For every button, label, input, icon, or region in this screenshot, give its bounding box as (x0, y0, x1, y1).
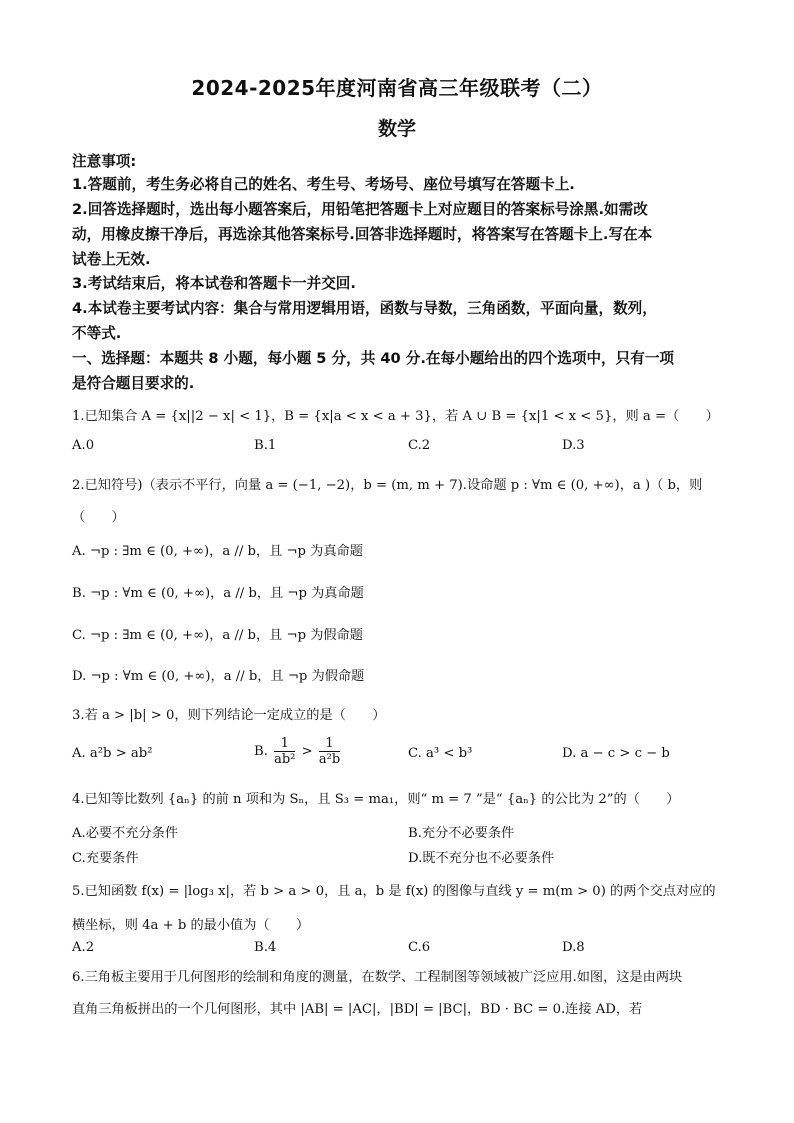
question-4-option-a: A.必要不充分条件 (72, 826, 179, 841)
fraction-one-over-a2b (319, 736, 340, 767)
question-1-option-d: D.3 (562, 438, 585, 453)
question-4-option-b: B.充分不必要条件 (408, 826, 515, 841)
question-3-option-c: C. a³ < b³ (408, 746, 473, 761)
notice-line: 2.回答选择题时，选出每小题答案后，用铅笔把答题卡上对应题目的答案标号涂黑.如需改 (72, 201, 648, 218)
question-2-option-d: D. ¬p : ∀m ∈ (0, +∞)，a // b，且 ¬p 为假命题 (72, 669, 365, 684)
question-4-option-d: D.既不充分也不必要条件 (408, 851, 555, 866)
question-4-option-c: C.充要条件 (72, 851, 139, 866)
question-5-option-b: B.4 (254, 940, 277, 955)
question-6-stem: 6.三角板主要用于几何图形的绘制和角度的测量，在数学、工程制图等领域被广泛应用.如图，这是由两块 (72, 970, 683, 985)
question-5-option-c: C.6 (408, 940, 431, 955)
notice-line: 动，用橡皮擦干净后，再选涂其他答案标号.回答非选择题时，将答案写在答题卡上.写在本 (72, 226, 653, 243)
option-b-label: B. (254, 744, 268, 759)
question-1-option-c: C.2 (408, 438, 431, 453)
question-3-option-b (254, 736, 342, 767)
subject-title: 数学 (377, 118, 416, 140)
question-2-option-a: A. ¬p : ∃m ∈ (0, +∞)，a // b，且 ¬p 为真命题 (72, 544, 363, 559)
notice-line: 1.答题前，考生务必将自己的姓名、考生号、考场号、座位号填写在答题卡上. (72, 176, 575, 193)
greater-than-sign: > (301, 744, 313, 759)
question-5-option-d: D.8 (562, 940, 585, 955)
question-3-stem: 3.若 a > |b| > 0，则下列结论一定成立的是（ ） (72, 708, 386, 723)
question-6-stem-cont: 直角三角板拼出的一个几何图形，其中 |AB| = |AC|，|BD| = |BC|，BD · BC = 0.连接 AD，若 (72, 1002, 643, 1017)
question-1-option-b: B.1 (254, 438, 277, 453)
notice-line: 4.本试卷主要考试内容：集合与常用逻辑用语，函数与导数，三角函数，平面向量，数列， (72, 300, 657, 317)
question-3-option-a: A. a²b > ab² (72, 746, 153, 761)
question-3-option-d: D. a − c > c − b (562, 746, 670, 761)
notice-line: 3.考试结束后，将本试卷和答题卡一并交回. (72, 275, 356, 292)
exam-title: 2024-2025年度河南省高三年级联考（二） (191, 76, 603, 100)
fraction-numerator: 1 (274, 736, 295, 752)
section-heading: 一、选择题：本题共 8 小题，每小题 5 分，共 40 分.在每小题给出的四个选项中，只有一项 (72, 350, 675, 367)
fraction-numerator: 1 (319, 736, 340, 752)
notice-line: 不等式. (72, 325, 122, 342)
notice-line: 试卷上无效. (72, 251, 151, 268)
fraction-one-over-ab2 (274, 736, 295, 767)
fraction-denominator: ab² (274, 752, 296, 767)
section-heading-cont: 是符合题目要求的. (72, 375, 195, 392)
notice-heading: 注意事项: (72, 153, 137, 170)
question-2-stem-cont: （ ） (72, 510, 125, 525)
question-2-option-c: C. ¬p : ∃m ∈ (0, +∞)，a // b，且 ¬p 为假命题 (72, 628, 363, 643)
question-1-option-a: A.0 (72, 438, 95, 453)
question-5-stem-cont: 横坐标，则 4a + b 的最小值为（ ） (72, 918, 310, 933)
question-5-option-a: A.2 (72, 940, 95, 955)
question-2-option-b: B. ¬p : ∀m ∈ (0, +∞)，a // b，且 ¬p 为真命题 (72, 586, 364, 601)
question-4-stem: 4.已知等比数列 {aₙ} 的前 n 项和为 Sₙ，且 S₃ = ma₁，则“ m = 7 ”是“ {aₙ} 的公比为 2”的（ ） (72, 792, 680, 807)
question-2-stem: 2.已知符号)（表示不平行，向量 a = (−1, −2)，b = (m, m + 7).设命题 p : ∀m ∈ (0, +∞)，a )（ b，则 (72, 478, 703, 493)
question-1-stem: 1.已知集合 A = {x||2 − x| < 1}，B = {x|a < x < a + 3}，若 A ∪ B = {x|1 < x < 5}，则 a =（ ） (72, 409, 719, 424)
question-5-stem: 5.已知函数 f(x) = |log₃ x|，若 b > a > 0，且 a，b 是 f(x) 的图像与直线 y = m(m > 0) 的两个交点对应的 (72, 884, 716, 899)
fraction-denominator: a²b (318, 752, 341, 767)
